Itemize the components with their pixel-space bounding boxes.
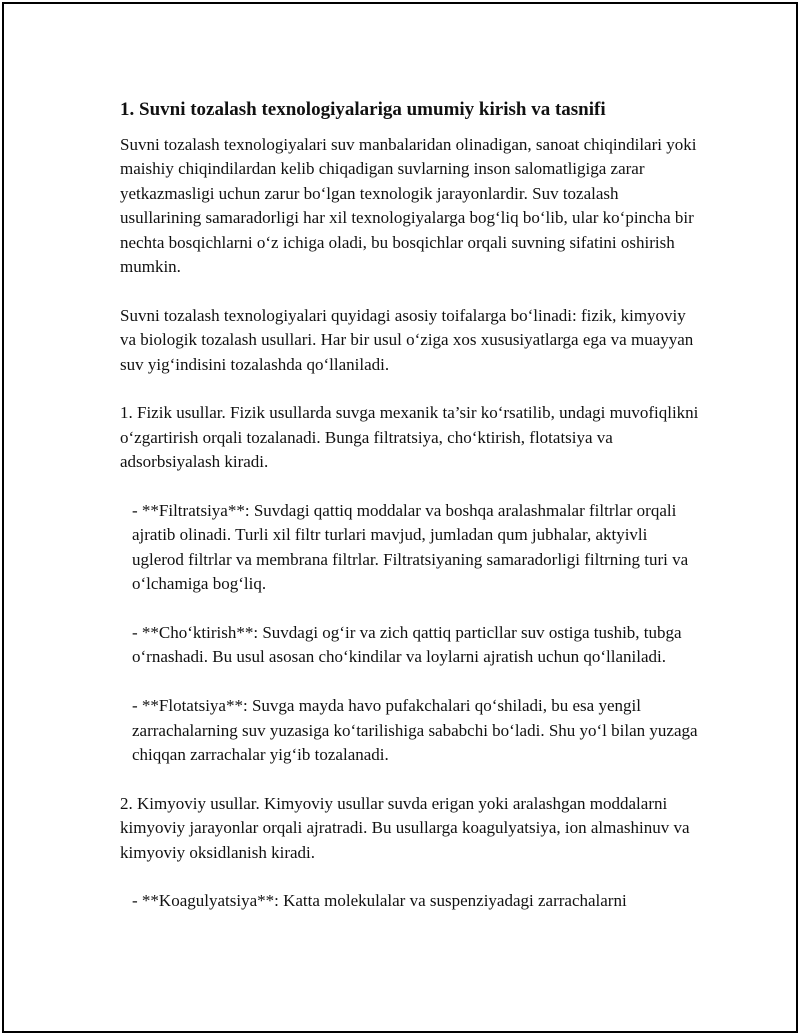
bullet-filtration: - **Filtratsiya**: Suvdagi qattiq moddalar va boshqa aralashmalar filtrlar orqali ajratib olinadi. Turli xil filtr turlari mavjud, jumladan qum jubhalar, aktyivli uglerod filtrlar va membrana filtrlar. Filtratsiyaning samaradorligi filtrning turi va o‘lchamiga bog‘liq. <box>132 501 689 594</box>
paragraph-intro: Suvni tozalash texnologiyalari suv manbalaridan olinadigan, sanoat chiqindilari yoki maishiy chiqindilardan kelib chiqadigan suvlarning inson salomatligiga zarar yetkazmasligi uchun zarur bo‘lgan texnologik jarayonlardir. Suv tozalash usullarining samaradorligi har xil texnologiyalarga bog‘liq bo‘lib, ular ko‘pincha bir nechta bosqichlarni o‘z ichiga oladi, bu bosqichlar orqali suvning sifatini oshirish mumkin. <box>120 135 697 277</box>
section-title: 1. Suvni tozalash texnologiyalariga umumiy kirish va tasnifi <box>120 99 606 120</box>
bullet-coagulation: - **Koagulyatsiya**: Katta molekulalar va suspenziyadagi zarrachalarni <box>132 891 627 911</box>
paragraph-chemical-methods: 2. Kimyoviy usullar. Kimyoviy usullar suvda erigan yoki aralashgan moddalarni kimyoviy jarayonlar orqali ajratradi. Bu usullarga koagulyatsiya, ion almashinuv va kimyoviy oksidlanish kiradi. <box>120 793 690 862</box>
page-frame <box>2 2 798 1033</box>
bullet-sedimentation: - **Cho‘ktirish**: Suvdagi og‘ir va zich qattiq particllar suv ostiga tushib, tubga o‘rnashadi. Bu usul asosan cho‘kindilar va loylarni ajratish uchun qo‘llaniladi. <box>132 623 682 667</box>
document-body <box>120 96 700 938</box>
bullet-flotation: - **Flotatsiya**: Suvga mayda havo pufakchalari qo‘shiladi, bu esa yengil zarrachalarning suv yuzasiga ko‘tarilishiga sababchi bo‘ladi. Shu yo‘l bilan yuzaga chiqqan zarrachalar yig‘ib tozalanadi. <box>132 696 698 765</box>
paragraph-physical-methods: 1. Fizik usullar. Fizik usullarda suvga mexanik ta’sir ko‘rsatilib, undagi muvofiqlikni o‘zgartirish orqali tozalanadi. Bunga filtratsiya, cho‘ktirish, flotatsiya va adsorbsiyalash kiradi. <box>120 403 699 472</box>
paragraph-categories: Suvni tozalash texnologiyalari quyidagi asosiy toifalarga bo‘linadi: fizik, kimyoviy va biologik tozalash usullari. Har bir usul o‘ziga xos xususiyatlarga ega va muayyan suv yig‘indisini tozalashda qo‘llaniladi. <box>120 305 694 374</box>
